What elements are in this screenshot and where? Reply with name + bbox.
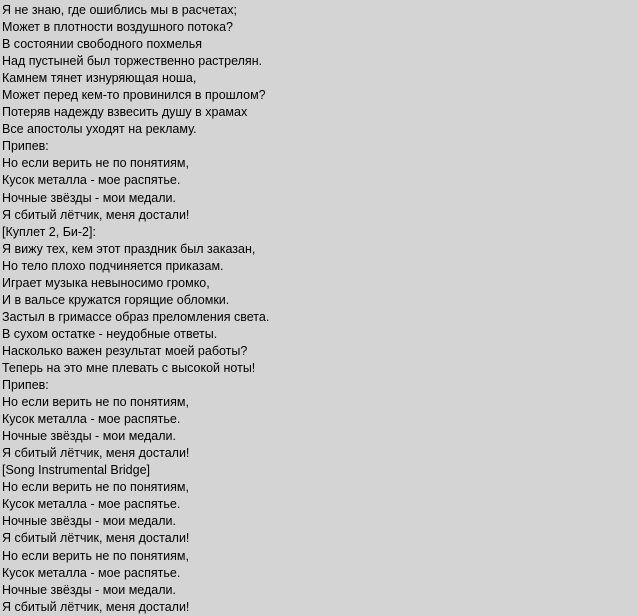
- lyrics-line: Над пустыней был торжественно растрелян.: [2, 54, 263, 69]
- lyrics-line: Но если верить не по понятиям,: [2, 480, 189, 495]
- lyrics-line: Кусок металла - мое распятье.: [2, 565, 181, 580]
- lyrics-line: Припев:: [2, 378, 49, 393]
- lyrics-line: Припев:: [2, 139, 49, 154]
- lyrics-line: Ночные звёзды - мои медали.: [2, 190, 176, 205]
- lyrics-line: Ночные звёзды - мои медали.: [2, 429, 176, 444]
- lyrics-line: Камнем тянет изнуряющая ноша,: [2, 71, 197, 86]
- lyrics-line: Все апостолы уходят на рекламу.: [2, 122, 197, 137]
- lyrics-line: Я сбитый лётчик, меня достали!: [2, 207, 190, 222]
- lyrics-line: Но тело плохо подчиняется приказам.: [2, 258, 224, 273]
- lyrics-line: Кусок металла - мое распятье.: [2, 412, 181, 427]
- lyrics-line: Может в плотности воздушного потока?: [2, 20, 233, 35]
- lyrics-line: [Куплет 2, Би-2]:: [2, 224, 96, 239]
- lyrics-line: Играет музыка невыносимо громко,: [2, 275, 210, 290]
- lyrics-line: Я сбитый лётчик, меня достали!: [2, 599, 190, 614]
- lyrics-line: Я сбитый лётчик, меня достали!: [2, 531, 190, 546]
- lyrics-line: В сухом остатке - неудобные ответы.: [2, 326, 218, 341]
- lyrics-line: Ночные звёзды - мои медали.: [2, 514, 176, 529]
- lyrics-line: И в вальсе кружатся горящие обломки.: [2, 292, 230, 307]
- lyrics-line: Застыл в гримассе образ преломления света.: [2, 309, 270, 324]
- lyrics-line: Насколько важен результат моей работы?: [2, 343, 248, 358]
- lyrics-line: Кусок металла - мое распятье.: [2, 497, 181, 512]
- lyrics-line: Теперь на это мне плевать с высокой ноты!: [2, 360, 256, 375]
- lyrics-line: [Song Instrumental Bridge]: [2, 463, 150, 478]
- lyrics-line: Но если верить не по понятиям,: [2, 156, 189, 171]
- lyrics-line: Но если верить не по понятиям,: [2, 548, 189, 563]
- lyrics-line: В состоянии свободного похмелья: [2, 37, 202, 52]
- lyrics-line: Кусок металла - мое распятье.: [2, 173, 181, 188]
- lyrics-line: Я не знаю, где ошиблись мы в расчетах;: [2, 3, 238, 17]
- lyrics-line: Ночные звёзды - мои медали.: [2, 582, 176, 597]
- lyrics-line: Может перед кем-то провинился в прошлом?: [2, 88, 266, 103]
- lyrics-line: Потеряв надежду взвесить душу в храмах: [2, 105, 248, 120]
- lyrics-line: Я вижу тех, кем этот праздник был заказан,: [2, 241, 256, 256]
- lyrics-line: Но если верить не по понятиям,: [2, 395, 189, 410]
- lyrics-line: Я сбитый лётчик, меня достали!: [2, 446, 190, 461]
